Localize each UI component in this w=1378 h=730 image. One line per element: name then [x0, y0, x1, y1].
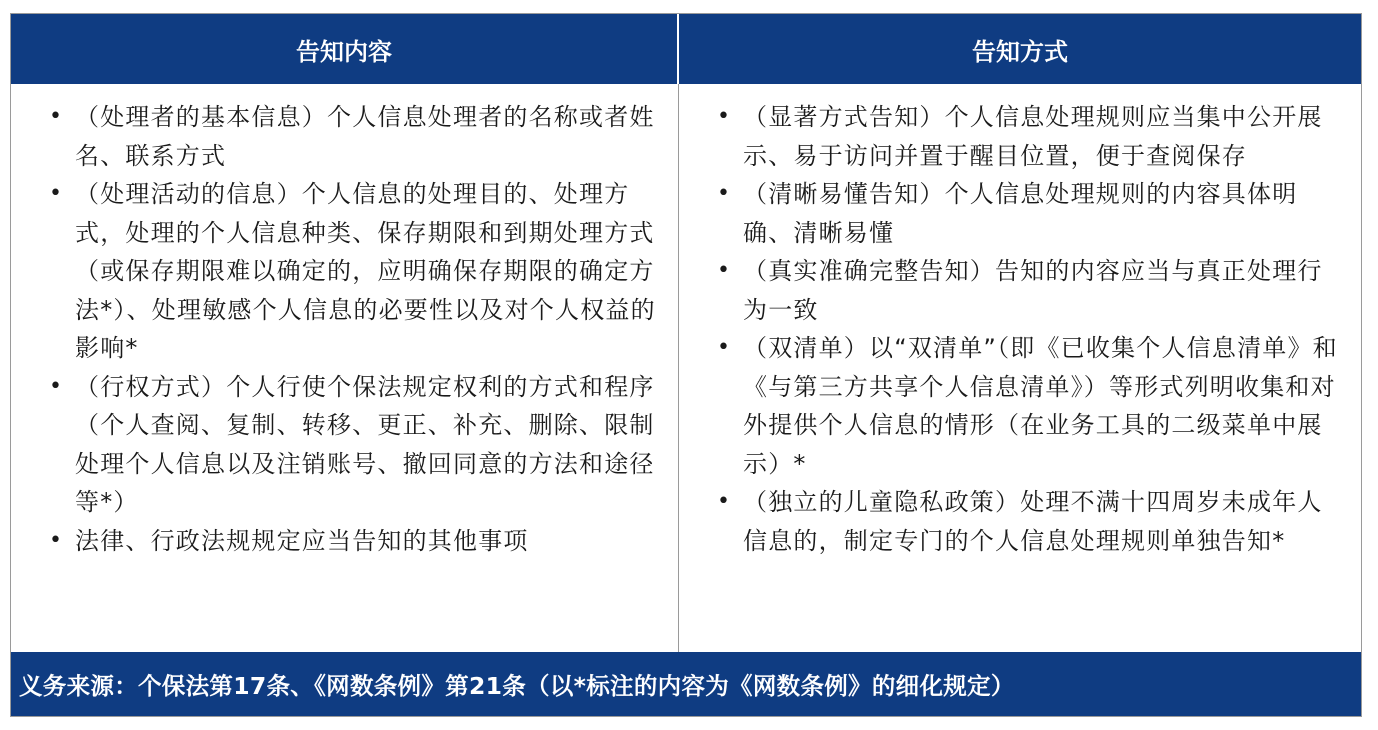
list-item-text: （独立的儿童隐私政策）处理不满十四周岁未成年人信息的，制定专门的个人信息处理规则单独告知* — [743, 488, 1323, 555]
list-item-text: 法律、行政法规规定应当告知的其他事项 — [75, 526, 529, 555]
bullet-icon: • — [49, 181, 64, 206]
list-item-text: （处理活动的信息）个人信息的处理目的、处理方式，处理的个人信息种类、保存期限和到期处理方式（或保存期限难以确定的，应明确保存期限的确定方法*）、处理敏感个人信息的必要性以及对个人权益的影响* — [75, 180, 656, 362]
list-item — [11, 368, 678, 522]
list-item-text: （真实准确完整告知）告知的内容应当与真正处理行为一致 — [743, 257, 1323, 324]
obligation-table — [10, 13, 1362, 717]
list-item-text: （行权方式）个人行使个保法规定权利的方式和程序（个人查阅、复制、转移、更正、补充、删除、限制处理个人信息以及注销账号、撤回同意的方法和途径等*） — [75, 372, 655, 516]
content-cell — [11, 84, 679, 652]
bullet-icon: • — [717, 335, 732, 360]
header-notice-method: 告知方式 — [972, 37, 1068, 66]
bullet-icon: • — [717, 104, 732, 129]
bullet-icon: • — [49, 527, 64, 553]
list-item — [11, 522, 678, 561]
list-item — [11, 98, 678, 175]
bullet-icon: • — [49, 104, 64, 129]
bullet-icon: • — [49, 373, 64, 399]
bullet-icon: • — [717, 489, 732, 514]
bullet-icon: • — [717, 258, 732, 283]
method-cell — [679, 84, 1361, 652]
list-item — [679, 98, 1361, 175]
list-item — [679, 175, 1361, 252]
table-body-row — [11, 84, 1361, 652]
list-item — [679, 329, 1361, 483]
content-list — [11, 98, 678, 560]
table-header-row — [11, 14, 1361, 84]
header-notice-content: 告知内容 — [11, 14, 679, 84]
list-item-text: （双清单）以“双清单”（即《已收集个人信息清单》和《与第三方共享个人信息清单》）等形式列明收集和对外提供个人信息的情形（在业务工具的二级菜单中展示）* — [743, 334, 1338, 478]
list-item — [679, 483, 1361, 560]
bullet-icon: • — [717, 181, 732, 206]
method-list — [679, 98, 1361, 560]
list-item-text: （显著方式告知）个人信息处理规则应当集中公开展示、易于访问并置于醒目位置，便于查阅保存 — [743, 103, 1323, 170]
list-item — [679, 252, 1361, 329]
list-item — [11, 175, 678, 368]
list-item-text: （清晰易懂告知）个人信息处理规则的内容具体明确、清晰易懂 — [743, 180, 1298, 247]
list-item-text: （处理者的基本信息）个人信息处理者的名称或者姓名、联系方式 — [75, 103, 655, 170]
obligation-source-footer: 义务来源：个保法第17条、《网数条例》第21条（以*标注的内容为《网数条例》的细化规定） — [11, 652, 1361, 716]
